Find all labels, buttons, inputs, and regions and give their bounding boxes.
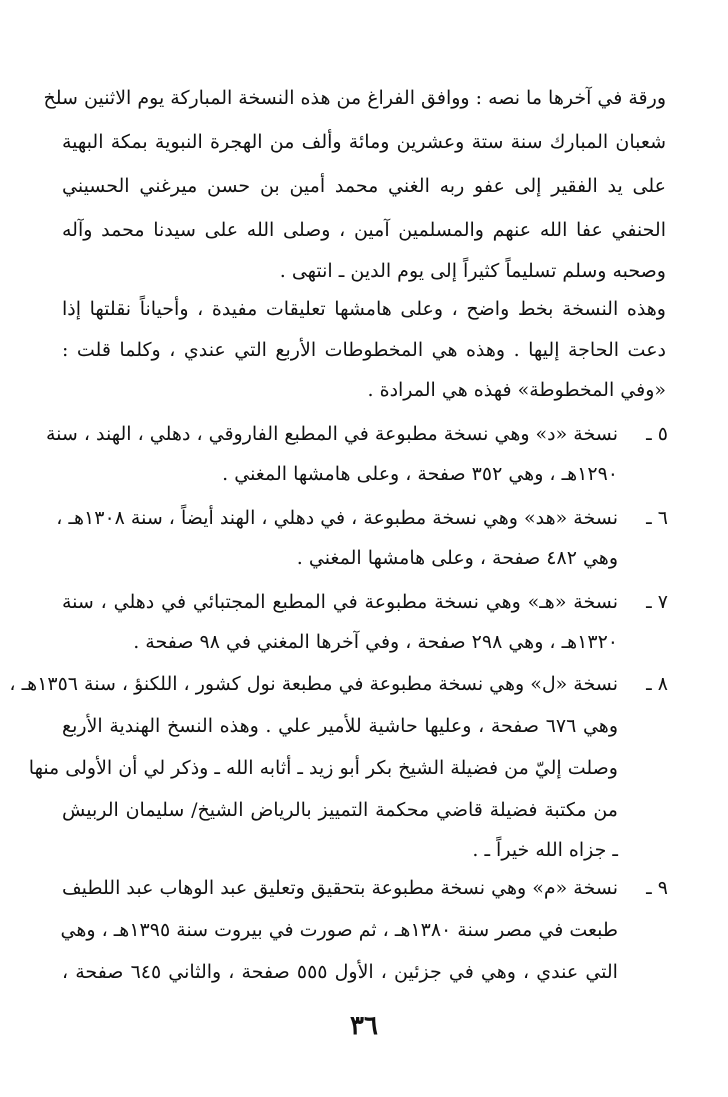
- text-line: على يد الفقير إلى عفو ربه الغني محمد أمين بن حسن ميرغني الحسيني: [62, 175, 666, 197]
- list-item-line: نسخة «م» وهي نسخة مطبوعة بتحقيق وتعليق عبد الوهاب عبد اللطيف: [62, 877, 618, 899]
- list-item-line: ١٣٢٠هـ ، وهي ٢٩٨ صفحة ، وفي آخرها المغني في ٩٨ صفحة .: [133, 631, 618, 653]
- text-line: ورقة في آخرها ما نصه : ووافق الفراغ من هذه النسخة المباركة يوم الاثنين سلخ: [43, 87, 666, 109]
- list-item-line: نسخة «د» وهي نسخة مطبوعة في المطبع الفاروقي ، دهلي ، الهند ، سنة: [46, 423, 618, 445]
- list-item-number: ٩ ـ: [646, 877, 668, 899]
- list-item-line: وهي ٤٨٢ صفحة ، وعلى هامشها المغني .: [296, 547, 618, 569]
- list-item-line: نسخة «هد» وهي نسخة مطبوعة ، في دهلي ، الهند أيضاً ، سنة ١٣٠٨هـ ،: [56, 507, 618, 529]
- list-item-number: ٧ ـ: [646, 591, 668, 613]
- text-line: دعت الحاجة إليها . وهذه هي المخطوطات الأربع التي عندي ، وكلما قلت :: [62, 339, 666, 361]
- page-number: ٣٦: [350, 1011, 378, 1041]
- list-item-number: ٨ ـ: [646, 673, 668, 695]
- text-line: وصحبه وسلم تسليماً كثيراً إلى يوم الدين ـ انتهى .: [279, 260, 666, 282]
- list-item-line: من مكتبة فضيلة قاضي محكمة التمييز بالرياض الشيخ/ سليمان الربيش: [62, 799, 618, 821]
- text-line: «وفي المخطوطة» فهذه هي المرادة .: [367, 379, 666, 401]
- list-item-number: ٥ ـ: [646, 423, 668, 445]
- list-item-line: ١٢٩٠هـ ، وهي ٣٥٢ صفحة ، وعلى هامشها المغني .: [222, 463, 618, 485]
- list-item-line: نسخة «هـ» وهي نسخة مطبوعة في المطبع المجتبائي في دهلي ، سنة: [62, 591, 618, 613]
- text-line: الحنفي عفا الله عنهم والمسلمين آمين ، وصلى الله على سيدنا محمد وآله: [62, 219, 666, 241]
- text-line: شعبان المبارك سنة ستة وعشرين ومائة وألف من الهجرة النبوية بمكة البهية: [62, 131, 666, 153]
- list-item-number: ٦ ـ: [646, 507, 668, 529]
- list-item-line: ـ جزاه الله خيراً ـ .: [472, 839, 618, 861]
- text-line: وهذه النسخة بخط واضح ، وعلى هامشها تعليقات مفيدة ، وأحياناً نقلتها إذا: [62, 298, 666, 320]
- list-item-line: وهي ٦٧٦ صفحة ، وعليها حاشية للأمير علي . وهذه النسخ الهندية الأربع: [62, 715, 619, 737]
- list-item-line: طبعت في مصر سنة ١٣٨٠هـ ، ثم صورت في بيروت سنة ١٣٩٥هـ ، وهي: [60, 919, 618, 941]
- list-item-line: نسخة «ل» وهي نسخة مطبوعة في مطبعة نول كشور ، اللكنؤ ، سنة ١٣٥٦هـ ،: [9, 673, 618, 695]
- list-item-line: التي عندي ، وهي في جزئين ، الأول ٥٥٥ صفحة ، والثاني ٦٤٥ صفحة ،: [62, 961, 618, 983]
- list-item-line: وصلت إليّ من فضيلة الشيخ بكر أبو زيد ـ أثابه الله ـ وذكر لي أن الأولى منها: [28, 757, 618, 779]
